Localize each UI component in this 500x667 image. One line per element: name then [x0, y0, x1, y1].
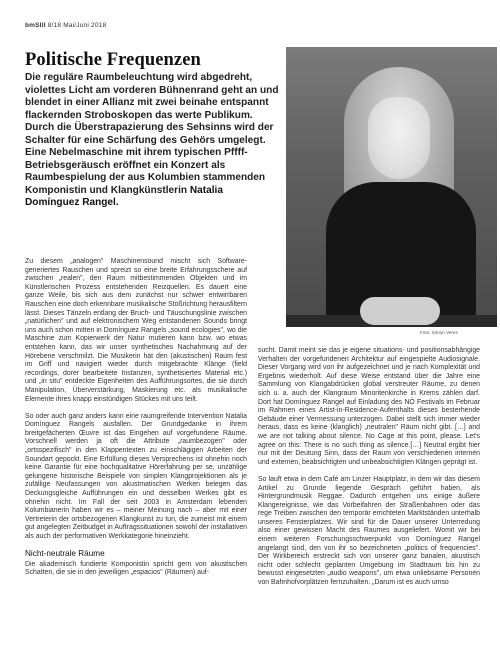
- article-headline: Politische Frequenzen: [25, 50, 201, 70]
- body-paragraph: Die akademisch fundierte Komponistin spricht gern von akustischen Schatten, die sie in den jeweiligen „espacios" (Räumen) auf-: [25, 560, 247, 577]
- artist-portrait-photo: [286, 47, 497, 327]
- photo-credit: Foto: Simon Veres: [420, 330, 458, 335]
- masthead: [25, 22, 106, 29]
- article-lead: [25, 72, 279, 210]
- body-paragraph: sucht. Damit meint sie das je eigene situations- und positionsabhängige Verhalten der vorgefundenen Architektur auf eingespielte Audiosignale. Dieser Vorgang wird von ihr aufgezeichnet und je nach Komplexität und Ergebnis wiederholt. Auf diese Weise entstand über die Jahre eine Sammlung von Klangabdrücken global verstreuter Räume, zu denen sich u. a. auch der Klangraum Minoritenkirche in Krems zählen darf. Dort hat Domínguez Rangel auf Einladung des NÖ Festivals im Februar im Rahmen eines Artist-in-Residence-Aufenthalts dieses besterhende Gebäude einer Vermessung unterzogen. Dabei stellt sich immer wieder heraus, dass es keine (klanglich) „neutralen" Räum nicht gibt. […] and we are not talking about silence. No Cage at this point, please. Let's agree on this: There is no such thing as silence.[…] Neutral ergibt hier nur mit der Deutung Sinn, dass der Raum von verschiedenen internen und externen, beabsichtigten und unbeabsichtigten Klängen geprägt ist.: [258, 347, 480, 466]
- issue-date: Mai/Juni 2018: [63, 22, 107, 29]
- portrait-face: [368, 97, 430, 179]
- magazine-brand: bmSIII: [25, 22, 46, 29]
- text-column-left: [25, 258, 247, 587]
- body-paragraph: So oder auch ganz anders kann eine raumgreifende Intervention Natalia Domínguez Rangels ausfallen. Der Grundgedanke in ihrem breitgefächerten Œuvre ist das Eingehen auf vorgefundene Räume. Vorschnell werden ja oft die Attribute „raumbezogen" oder „ortsspezifisch" in den Klappentexten zu einschlägigen Arbeiten der Soundart gepockt. Eine Erfüllung dieses Versprechens ist ohnehin noch keine Garantie für eine hochqualitative Hörerfahrung per se, unzählige gelungene historische Beispiele von simplen Klangprojektionen als je zufällige Neufassungen von akustmatischen Werken belegen das Deckungsgleiche Aufführungen ein und desselben Werkes gibt es ohnehin nicht. Im Fall der seit 2003 in Amsterdam lebenden Kolumbianerin haben wir es – meiner Meinung nach – aber mit einer Vertreterin der ortsbezogenen Klangkunst zu tun, die zumeist mit einem gut angelegten Zeitbudget in Auftragssituationen sowohl der installativen als auch der performativen Werkkategorie hineinzieht.: [25, 412, 247, 540]
- body-paragraph: Zu diesem „analogen" Maschinensound mischt sich Software-generiertes Rauschen und spreizt so eine breite Erfahrungsschere auf zwischen „realen", den Raum mitbestimmenden Objekten und im Künstlerischen Prozess entstehenden Reizquellen. Es dauert eine ganze Weile, bis sich aus dem zunächst nur schwer entwirrbaren Rauschen eine doch erkennbare musikalische Stoßrichtung herausfiltern lässt. Dieses Tänzeln entlang der Bruch- und Täuschungslinie zwischen „natürlichen" und auf elektronischem Weg entstandenen Sounds bringt uns auch schon mitten in Domínguez Rangels „sound ecologies", wo die Maschine zum Kopierwerk der Natur mutieren kann bzw. wo etwas entstehen kann, das wir unser synthetisches Nachahmung auf der Hörebene verschmilzt. Die Musikerin hat den (akustischen) Raum fest im Griff und navigiert wieder durch mitgebrachte Klänge (field recordings, dorer bearbeitete Instanzen, synthetisiertes Material etc.) und „in situ" entdeckte Eigenheiten des Aufführungsortes, die sie durch Manipulation, Überverstärkung, Maskierung etc. als musikalische Elemente ihres knapp einstündigen Stückes mit uns teilt.: [25, 258, 247, 403]
- section-subheading: Nicht-neutrale Räume: [25, 549, 105, 559]
- portrait-hands: [360, 297, 440, 325]
- body-paragraph: So lauft etwa in dem Café am Linzer Hauptplatz, in dem wir das diesem Artikel zu Grunde liegende Gespräch geführt haben, als Hintergrundmusik Reggae. Dadurch entgehen uns einige äußere Klangereignisse, wie das Vorbeifahren der Straßenbahnen oder das rege Treiben zwischen den temporär errichteten Marktständen unterhalb unseres Fensterplatzes. Wir sind für die Dauer unserer Unterredung also einer gewissen Macht des Raumes ausgeliefert. Womit wir bei einem weiteren Forschungsschwerpunkt von Domínguez Rangel angelangt sind, den von ihr so bezeichneten „politics of frequencies". Der Wirkbereich erstreckt sich von unserer ganz banalen, akustisch nicht oder schlecht geplanten Umgebung im Stadtraum bis hin zu bewusst eingesetzten „audio weapons", um etwa unliebsame Personen von Bahnhofvorplätzen fernzuhalten. „Darum ist es auch umso: [258, 475, 480, 587]
- page-number: 8/18: [47, 22, 62, 29]
- lead-artist-name: Natalia Domínguez Rangel.: [25, 184, 223, 209]
- lead-text: Die reguläre Raumbeleuchtung wird abgedreht, violettes Licht am vorderen Bühnenrand geht an und blendet in einer Allianz mit zwei beinahe entspannt flackernden Stroboskopen das werte Publikum. Durch die Überstrapazierung des Sehsinns wird der Schalter für eine Schärfung des Gehörs umgelegt. Eine Nebelmaschine mit ihrem typischen Pffff-Betriebsgeräusch eröffnet ein Konzert als Raumbespielung der aus Kolumbien stammenden Komponistin und Klangkünstlerin: [25, 72, 279, 196]
- text-column-right: [258, 347, 480, 596]
